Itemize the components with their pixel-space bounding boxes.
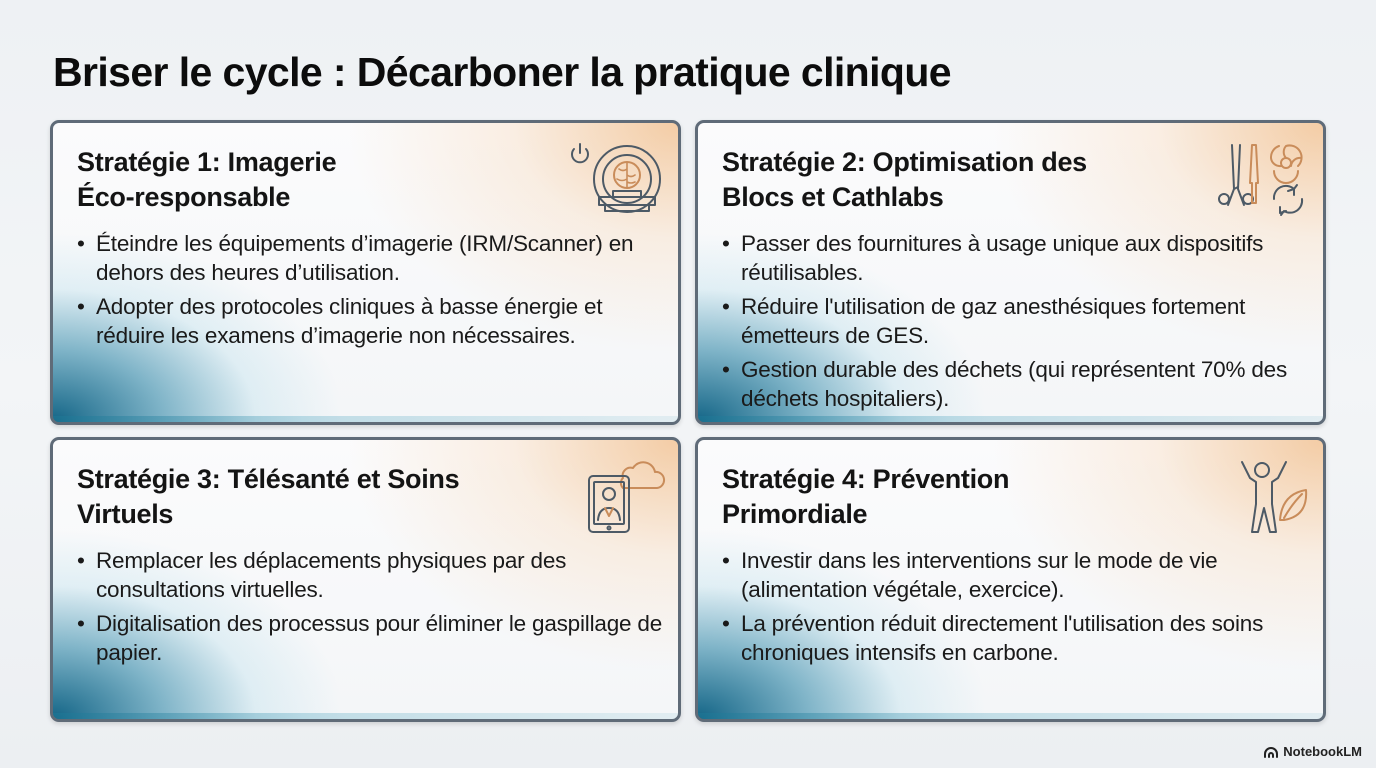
list-item: • La prévention réduit directement l'utilisation des soins chroniques intensifs en carbone. bbox=[722, 609, 1307, 667]
brand-label: NotebookLM bbox=[1283, 744, 1362, 759]
surgical-tools-biohazard-recycle-icon bbox=[1216, 141, 1308, 221]
card-heading: Stratégie 1: Imagerie Éco-responsable bbox=[77, 147, 337, 212]
list-item: • Remplacer les déplacements physiques par des consultations virtuelles. bbox=[77, 546, 662, 604]
list-item: • Gestion durable des déchets (qui représentent 70% des déchets hospitaliers). bbox=[722, 355, 1307, 413]
mri-scanner-power-icon bbox=[565, 139, 665, 219]
brand-footer bbox=[1263, 744, 1362, 759]
tablet-doctor-cloud-icon bbox=[583, 456, 667, 538]
strategy-card-telehealth bbox=[50, 437, 681, 722]
strategy-card-prevention bbox=[695, 437, 1326, 722]
card-heading: Stratégie 2: Optimisation des Blocs et Cathlabs bbox=[722, 147, 1087, 212]
list-item: • Adopter des protocoles cliniques à basse énergie et réduire les examens d’imagerie non nécessaires. bbox=[77, 292, 662, 350]
strategy-card-operating-rooms bbox=[695, 120, 1326, 425]
bullet-list bbox=[77, 229, 662, 355]
active-person-leaf-icon bbox=[1234, 458, 1312, 538]
bullet-list bbox=[77, 546, 662, 672]
page-title: Briser le cycle : Décarboner la pratique clinique bbox=[53, 49, 952, 95]
strategy-card-imaging bbox=[50, 120, 681, 425]
notebooklm-logo-icon bbox=[1263, 746, 1279, 758]
list-item: • Réduire l'utilisation de gaz anesthésiques fortement émetteurs de GES. bbox=[722, 292, 1307, 350]
bullet-list bbox=[722, 229, 1307, 418]
list-item: • Éteindre les équipements d’imagerie (IRM/Scanner) en dehors des heures d’utilisation. bbox=[77, 229, 662, 287]
bullet-list bbox=[722, 546, 1307, 672]
card-heading: Stratégie 3: Télésanté et Soins Virtuels bbox=[77, 464, 460, 529]
list-item: • Digitalisation des processus pour éliminer le gaspillage de papier. bbox=[77, 609, 662, 667]
list-item: • Investir dans les interventions sur le mode de vie (alimentation végétale, exercice). bbox=[722, 546, 1307, 604]
list-item: • Passer des fournitures à usage unique aux dispositifs réutilisables. bbox=[722, 229, 1307, 287]
card-heading: Stratégie 4: Prévention Primordiale bbox=[722, 464, 1010, 529]
